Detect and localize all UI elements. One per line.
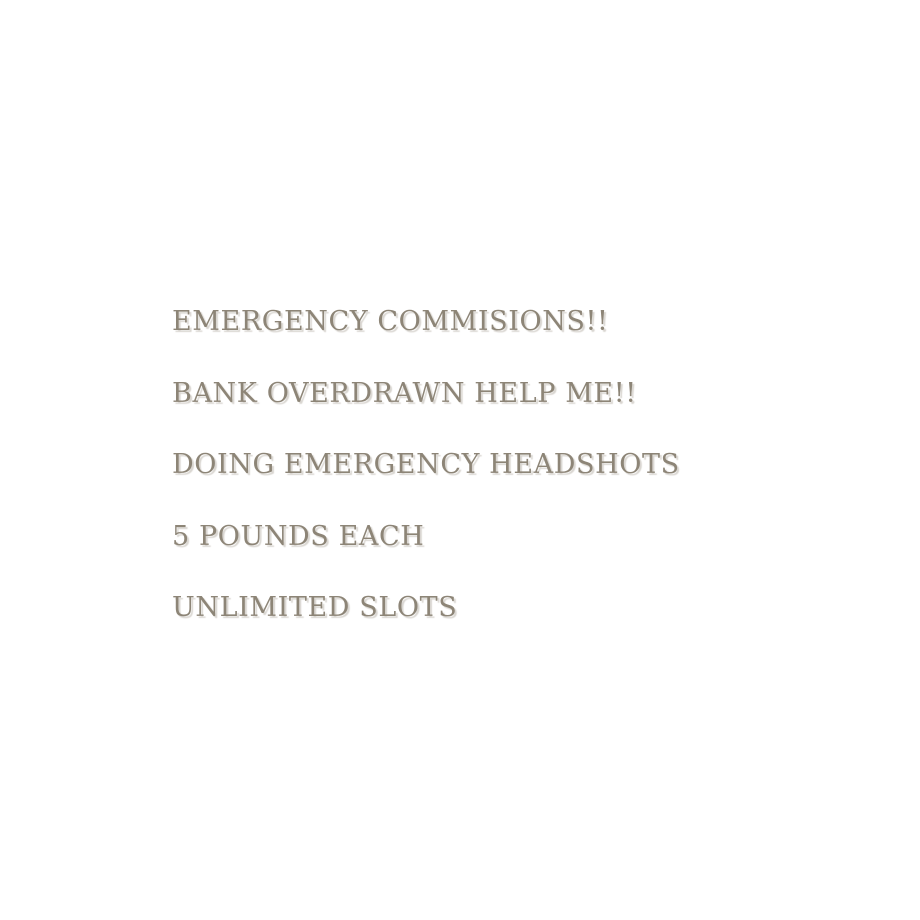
poster-line-unlimited-slots: UNLIMITED SLOTS <box>172 592 458 623</box>
poster-text-block <box>172 286 732 644</box>
poster-line-price: 5 POUNDS EACH <box>172 520 425 552</box>
poster-line-emergency-commissions: EMERGENCY COMMISIONS!! <box>172 306 609 337</box>
poster-line-bank-overdrawn: BANK OVERDRAWN HELP ME!! <box>172 377 637 409</box>
poster-line-doing-emergency-headshots: DOING EMERGENCY HEADSHOTS <box>172 449 680 480</box>
